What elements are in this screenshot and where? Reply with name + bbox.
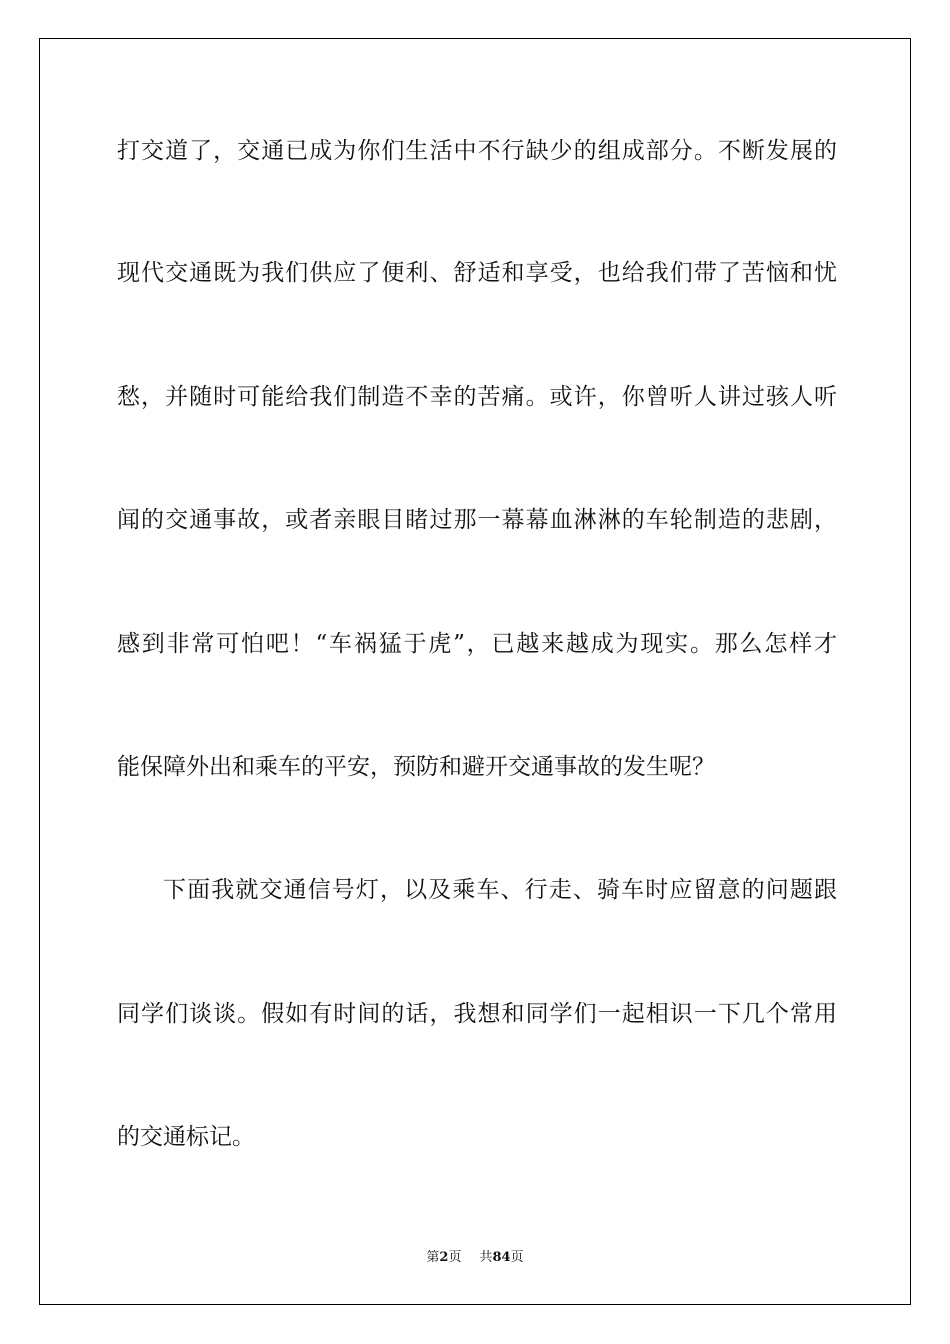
total-pages: 84	[492, 1250, 511, 1265]
body-line-9: 的交通标记。	[117, 1124, 255, 1150]
total-prefix: 共	[479, 1250, 493, 1265]
page-border	[39, 38, 911, 1305]
body-line-3: 愁，并随时可能给我们制造不幸的苦痛。或许，你曾听人讲过骇人听	[117, 384, 837, 410]
body-line-7: 下面我就交通信号灯，以及乘车、行走、骑车时应留意的问题跟	[163, 877, 837, 903]
page-suffix: 页	[448, 1250, 462, 1265]
body-line-5: 感到非常可怕吧！“车祸猛于虎”，已越来越成为现实。那么怎样才	[117, 631, 837, 657]
page-prefix: 第	[426, 1250, 440, 1265]
page-number: 2	[439, 1250, 449, 1265]
body-line-8: 同学们谈谈。假如有时间的话，我想和同学们一起相识一下几个常用	[117, 1001, 837, 1027]
page-footer	[0, 1246, 950, 1265]
body-line-6: 能保障外出和乘车的平安，预防和避开交通事故的发生呢？	[117, 754, 715, 780]
body-line-2: 现代交通既为我们供应了便利、舒适和享受，也给我们带了苦恼和忧	[117, 260, 837, 286]
body-line-4: 闻的交通事故，或者亲眼目睹过那一幕幕血淋淋的车轮制造的悲剧，	[117, 507, 837, 533]
body-line-1: 打交道了，交通已成为你们生活中不行缺少的组成部分。不断发展的	[117, 138, 837, 164]
total-suffix: 页	[510, 1250, 524, 1265]
